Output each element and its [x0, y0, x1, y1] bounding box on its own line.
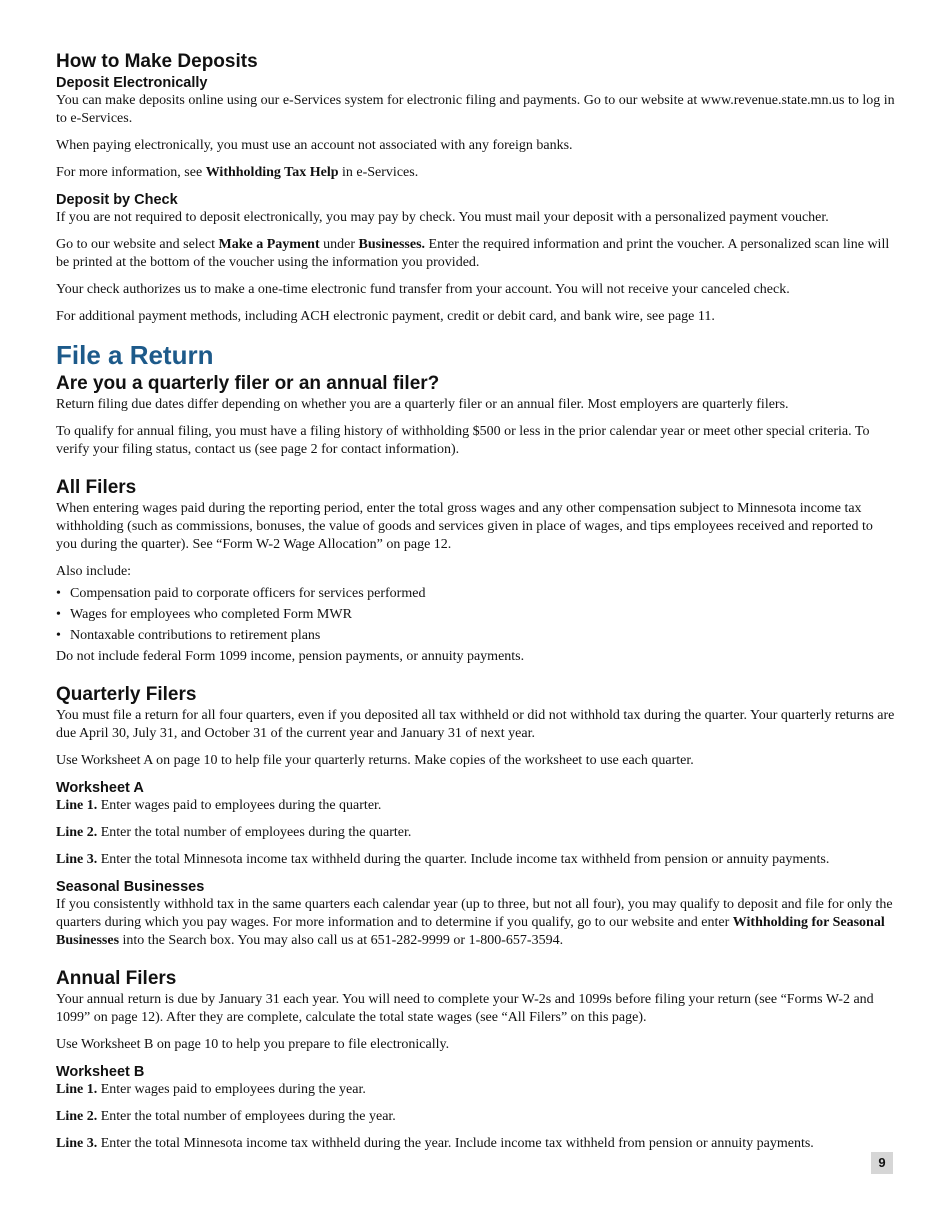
list-item [56, 627, 896, 645]
text: For more information, see [56, 165, 206, 180]
worksheet-line [56, 1135, 896, 1153]
bullet-list [56, 585, 896, 645]
line-text: Enter the total Minnesota income tax withheld during the year. Include income tax withheld from pension or annuity payments. [97, 1136, 814, 1151]
text: Enter the required information and print the voucher. A personalized scan line will be printed at the bottom of the voucher using the information you provided. [56, 237, 890, 270]
list-item [56, 606, 896, 624]
paragraph: If you are not required to deposit electronically, you may pay by check. You must mail your deposit with a personalized payment voucher. [56, 210, 829, 225]
filer-type-heading: Are you a quarterly filer or an annual filer? [56, 373, 440, 394]
bold-text: Businesses. [358, 237, 426, 252]
deposits-heading: How to Make Deposits [56, 51, 258, 72]
bold-text: Withholding Tax Help [205, 165, 339, 180]
worksheet-line [56, 797, 896, 815]
list-item-text: Wages for employees who completed Form MWR [70, 607, 352, 622]
paragraph [56, 164, 896, 182]
bold-text: Make a Payment [218, 237, 320, 252]
deposit-by-check-heading: Deposit by Check [56, 192, 178, 208]
line-label: Line 1. [56, 798, 98, 813]
worksheet-a-heading: Worksheet A [56, 780, 144, 796]
line-text: Enter the total number of employees during the quarter. [97, 825, 412, 840]
line-label: Line 2. [56, 825, 98, 840]
annual-filers-heading: Annual Filers [56, 968, 177, 989]
worksheet-line [56, 824, 896, 842]
worksheet-b-heading: Worksheet B [56, 1064, 145, 1080]
line-text: Enter wages paid to employees during the quarter. [97, 798, 382, 813]
paragraph: Your check authorizes us to make a one-time electronic fund transfer from your account. You will not receive your canceled check. [56, 282, 790, 297]
seasonal-businesses-heading: Seasonal Businesses [56, 879, 205, 895]
line-label: Line 1. [56, 1082, 98, 1097]
line-text: Enter the total Minnesota income tax withheld during the quarter. Include income tax withheld from pension or annuity payments. [97, 852, 830, 867]
paragraph: Use Worksheet A on page 10 to help file your quarterly returns. Make copies of the worksheet to use each quarter. [56, 753, 694, 768]
file-return-heading: File a Return [56, 340, 214, 370]
paragraph: Do not include federal Form 1099 income, pension payments, or annuity payments. [56, 649, 525, 664]
paragraph: When paying electronically, you must use an account not associated with any foreign banks. [56, 138, 573, 153]
paragraph: Use Worksheet B on page 10 to help you prepare to file electronically. [56, 1037, 450, 1052]
line-label: Line 3. [56, 852, 98, 867]
quarterly-filers-heading: Quarterly Filers [56, 684, 197, 705]
text: under [319, 237, 359, 252]
worksheet-line [56, 1108, 896, 1126]
line-text: Enter the total number of employees during the year. [97, 1109, 396, 1124]
line-label: Line 2. [56, 1109, 98, 1124]
bullet-icon: • [56, 586, 61, 601]
bullet-icon: • [56, 628, 61, 643]
paragraph: For additional payment methods, including ACH electronic payment, credit or debit card, and bank wire, see page 11. [56, 309, 715, 324]
document-page [56, 50, 896, 1162]
all-filers-heading: All Filers [56, 477, 137, 498]
text: into the Search box. You may also call us at 651-282-9999 or 1-800-657-3594. [119, 933, 564, 948]
text: in e-Services. [338, 165, 419, 180]
paragraph: Your annual return is due by January 31 each year. You will need to complete your W-2s and 1099s before filing your return (see “Forms W-2 and 1099” on page 12). After they are complete, calculate the total state wages (see “All Filers” on this page). [56, 992, 874, 1025]
paragraph: Return filing due dates differ depending on whether you are a quarterly filer or an annual filer. Most employers are quarterly filers. [56, 397, 789, 412]
list-item-text: Nontaxable contributions to retirement plans [70, 628, 321, 643]
bold-text: Withholding for Seasonal Businesses [56, 915, 885, 948]
paragraph: To qualify for annual filing, you must have a filing history of withholding $500 or less in the prior calendar year or meet other special criteria. To verify your filing status, contact us (see page 2 for contact information). [56, 424, 870, 457]
line-label: Line 3. [56, 1136, 98, 1151]
page-number: 9 [871, 1152, 893, 1174]
paragraph: When entering wages paid during the reporting period, enter the total gross wages and any other compensation subject to Minnesota income tax withholding (such as commissions, bonuses, the value of goods and services given in place of wages, and tips employees received and reported to you during the quarter). See “Form W-2 Wage Allocation” on page 12. [56, 501, 873, 552]
list-item-text: Compensation paid to corporate officers for services performed [70, 586, 426, 601]
paragraph [56, 896, 896, 950]
paragraph: You must file a return for all four quarters, even if you deposited all tax withheld or did not withhold tax during the quarter. Your quarterly returns are due April 30, July 31, and October 31 of the current year and January 31 of next year. [56, 708, 895, 741]
text: Go to our website and select [56, 237, 219, 252]
paragraph: You can make deposits online using our e-Services system for electronic filing and payments. Go to our website at www.revenue.state.mn.us to log in to e-Services. [56, 93, 895, 126]
paragraph [56, 236, 896, 272]
deposit-electronically-heading: Deposit Electronically [56, 75, 208, 91]
paragraph: Also include: [56, 564, 132, 579]
text: If you consistently withhold tax in the same quarters each calendar year (up to three, but not all four), you may qualify to deposit and file for only the quarters during which you pay wages. For more information and to determine if you qualify, go to our website and enter [56, 897, 893, 930]
worksheet-line [56, 851, 896, 869]
bullet-icon: • [56, 607, 61, 622]
line-text: Enter wages paid to employees during the year. [97, 1082, 366, 1097]
list-item [56, 585, 896, 603]
worksheet-line [56, 1081, 896, 1099]
